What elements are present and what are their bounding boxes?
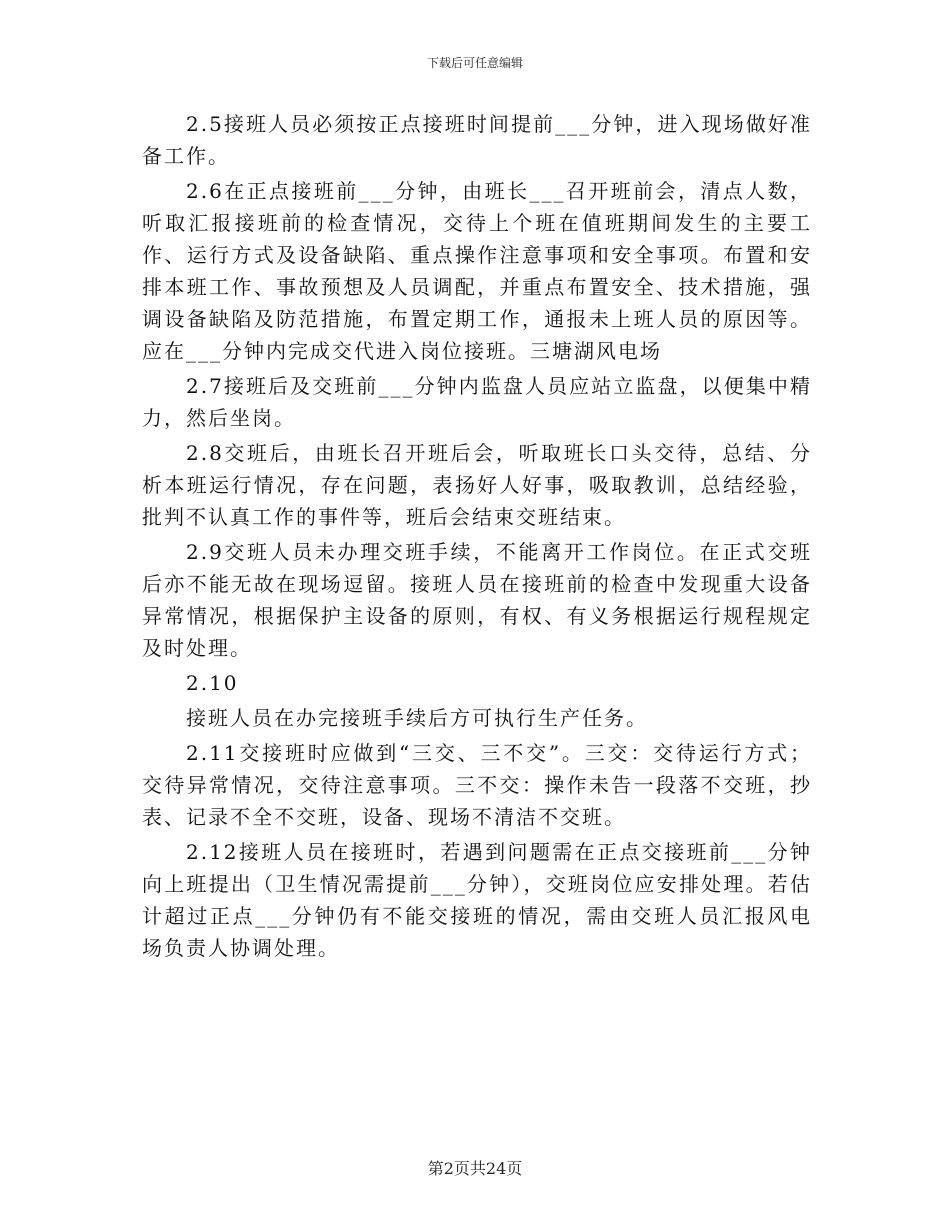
paragraph-2-11: 2.11交接班时应做到“三交、三不交”。三交：交待运行方式；交待异常情况，交待注意事项。三不交：操作未告一段落不交班，抄表、记录不全不交班，设备、现场不清洁不交班。 xyxy=(142,741,812,829)
paragraph-2-12: 2.12接班人员在接班时，若遇到问题需在正点交接班前___分钟向上班提出（卫生情况需提前___分钟），交班岗位应安排处理。若估计超过正点___分钟仍有不能交接班的情况，需由交班人员汇报风电场负责人协调处理。 xyxy=(142,840,812,960)
page-footer: 第2页共24页 xyxy=(427,1159,523,1178)
page-header: 下载后可任意编辑 xyxy=(426,56,523,70)
paragraph-2-6: 2.6在正点接班前___分钟，由班长___召开班前会，清点人数，听取汇报接班前的检查情况，交待上个班在值班期间发生的主要工作、运行方式及设备缺陷、重点操作注意事项和安全事项。布置和安排本班工作、事故预想及人员调配，并重点布置安全、技术措施，强调设备缺陷及防范措施，布置定期工作，通报未上班人员的原因等。应在___分钟内完成交代进入岗位接班。三塘湖风电场 xyxy=(142,179,812,363)
paragraph-2-10-text: 接班人员在办完接班手续后方可执行生产任务。 xyxy=(186,706,648,730)
paragraph-2-10-number: 2.10 xyxy=(186,671,239,695)
paragraph-2-9: 2.9交班人员未办理交班手续，不能离开工作岗位。在正式交班后亦不能无故在现场逗留。接班人员在接班前的检查中发现重大设备异常情况，根据保护主设备的原则，有权、有义务根据运行规程规定及时处理。 xyxy=(142,540,812,660)
paragraph-2-7: 2.7接班后及交班前___分钟内监盘人员应站立监盘，以便集中精力，然后坐岗。 xyxy=(142,374,812,430)
paragraph-2-8: 2.8交班后，由班长召开班后会，听取班长口头交待，总结、分析本班运行情况，存在问题，表扬好人好事，吸取教训，总结经验，批判不认真工作的事件等，班后会结束交班结束。 xyxy=(142,441,812,529)
paragraph-2-5: 2.5接班人员必须按正点接班时间提前___分钟，进入现场做好准备工作。 xyxy=(142,112,812,168)
document-body xyxy=(142,108,812,967)
